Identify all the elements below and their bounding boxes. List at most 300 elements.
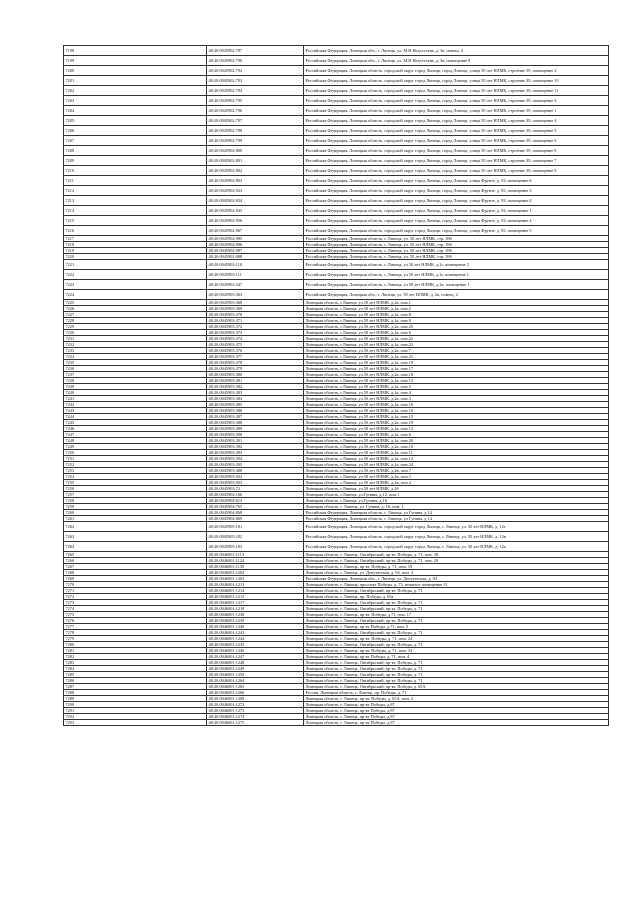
address-cell: Липецкая область, г. Липецк, Октябрьский, пр-кт. Победы, д. 71, пом. 20 [304,558,609,564]
address-cell: Липецкая область, г.Липецк, ул.50 лет НЛМК, д.2а, пом.9 [304,318,609,324]
row-number-cell: 7212 [64,186,207,196]
address-cell: Липецкая область, г. Липецк, Октябрьский, пр-кт. Победы, д. 71 [304,588,609,594]
row-number-cell: 7227 [64,312,207,318]
cadastral-number-cell: 48:20:0045903:394 [207,456,304,462]
address-cell: Липецкая область, г.Липецк, ул.50 лет НЛМК, д.2а, пом.3 [304,396,609,402]
cadastral-number-cell: 48:20:0045903:382 [207,384,304,390]
address-cell: Российская Федерация, Липецкая обл., г. Липецк, ул. М.И.Недостоева, д. 3в, помещение 8 [304,56,609,66]
cadastral-number-cell: 48:20:0046001:1272 [207,702,304,708]
cadastral-number-cell: 48:20:0046001:1268 [207,696,304,702]
address-cell: Липецкая область, г.Липецк, ул.50 лет НЛМК, д.2а, пом.13 [304,378,609,384]
table-row [64,46,609,56]
cadastral-number-cell: 48:20:0045903:368 [207,300,304,306]
address-cell: Российская Федерация, Липецкая область, городской округ город Липецк, город Липецк, улица 50 лет НЛМК, строение 39, помещение 2 [304,66,609,76]
cadastral-number-cell: 48:20:0045904:765 [207,504,304,510]
row-number-cell: 7230 [64,330,207,336]
row-number-cell: 7211 [64,176,207,186]
address-cell: Российская Федерация, Липецкая область, городской округ город Липецк, город Липецк, улица Фрунзе, д. 83, помещение 5 [304,226,609,236]
address-cell: Российская Федерация, Липецкая область, городской округ город Липецк, г. Липецк, ул. 50 лет НЛМК, д. 12а [304,542,609,552]
cadastral-number-cell: 48:20:0046001:1213 [207,582,304,588]
cadastral-number-cell: 48:20:0045903:380 [207,372,304,378]
row-number-cell: 7255 [64,480,207,486]
table-row [64,542,609,552]
cadastral-number-cell: 48:20:0046001:1215 [207,594,304,600]
address-cell: Российская Федерация, Липецкая область, городской округ город Липецк, город Липецк, улица Фрунзе, д. 83, помещение 3 [304,186,609,196]
cadastral-number-cell: 48:20:0046001:1240 [207,624,304,630]
address-cell: Липецкая область, г.Липецк, ул.50 лет НЛМК, д.2а, пом.23 [304,342,609,348]
row-number-cell: 7266 [64,558,207,564]
cadastral-number-cell: 48:20:0045903:372 [207,324,304,330]
address-cell: Российская Федерация, Липецкая область, г. Липецк, ул. 50 лет НЛМК, стр. 39б [304,242,609,248]
cadastral-number-cell: 48:20:0046001:1264 [207,678,304,684]
row-number-cell: 7277 [64,624,207,630]
row-number-cell: 7247 [64,432,207,438]
address-cell: Российская Федерация, Липецкая область, городской округ город Липецк, город Липецк, улица 50 лет НЛМК, строение 39, помещение 4 [304,116,609,126]
table-row [64,532,609,542]
row-number-cell: 7262 [64,522,207,532]
cadastral-number-cell: 48:20:0045903:110 [207,260,304,270]
cadastral-number-cell: 48:20:0045903:378 [207,360,304,366]
cadastral-number-cell: 48:20:0045903:391 [207,438,304,444]
table-row [64,196,609,206]
row-number-cell: 7223 [64,280,207,290]
row-number-cell: 7280 [64,642,207,648]
row-number-cell: 7203 [64,96,207,106]
cadastral-number-cell: 48:20:0045903:369 [207,306,304,312]
row-number-cell: 7232 [64,342,207,348]
address-cell: Липецкая область, г. Липецк, пр-кт Победы, д. 71, пом. 4 [304,654,609,660]
cadastral-number-cell: 48:20:0045903:377 [207,354,304,360]
row-number-cell: 7282 [64,654,207,660]
address-cell: Липецкая область, г.Липецк, ул.50 лет НЛМК, д.2а, пом.19 [304,420,609,426]
row-number-cell: 7288 [64,690,207,696]
row-number-cell: 7229 [64,324,207,330]
table-row [64,260,609,270]
table-row [64,206,609,216]
address-cell: Липецкая область, г. Липецк, пр-кт Победы, д.87 [304,720,609,726]
address-cell: Липецкая область, г.Липецк, ул.50 лет НЛМК, д.2а, пом.16 [304,402,609,408]
address-cell: Липецкая область, г.Липецк, ул.50 лет НЛМК, д.2а, пом.19 [304,360,609,366]
cadastral-number-cell: 48:20:0045902:803 [207,176,304,186]
cadastral-number-cell: 48:20:0045902:985 [207,236,304,242]
address-cell: Липецкая область, г.Липецк, ул.50 лет НЛМК, д.2а, пом.20 [304,438,609,444]
address-cell: Липецкая область, г. Липецк, Октябрьский, пр-кт. Победы, д. 71 [304,630,609,636]
cadastral-number-cell: 48:20:0046001:1248 [207,660,304,666]
row-number-cell: 7259 [64,504,207,510]
cadastral-number-cell: 48:20:0045903:488 [207,468,304,474]
cadastral-number-cell: 48:20:0045903:387 [207,414,304,420]
address-cell: Липецкая область, г. Липецк, Октябрьский, пр-кт. Победы, д. 71 [304,672,609,678]
address-cell: Липецкая область, г. Липецк, пр-кт. Победы, д. 71, пом. 24 [304,636,609,642]
address-cell: Российская Федерация, Липецкая область, городской округ город Липецк, город Липецк, улица 50 лет НЛМК, строение 39, помещение 8 [304,146,609,156]
table-row [64,96,609,106]
cadastral-number-cell: 48:20:0046001:1214 [207,588,304,594]
address-cell: Липецкая область, г.Липецк, ул.50 лет НЛМК, д.2б [304,486,609,492]
cadastral-number-cell: 48:20:0045905:182 [207,532,304,542]
cadastral-number-cell: 48:20:0045903:503 [207,480,304,486]
table-row [64,116,609,126]
table-row [64,86,609,96]
row-number-cell: 7210 [64,166,207,176]
table-row [64,66,609,76]
row-number-cell: 7222 [64,270,207,280]
address-cell: Российская Федерация, Липецкая обл., г. Липецк, ул. Депутатская, д. 94 [304,576,609,582]
cadastral-number-cell: 48:20:0045902:945 [207,206,304,216]
cadastral-number-cell: 48:20:0045902:797 [207,116,304,126]
cadastral-number-cell: 48:20:0045903:375 [207,342,304,348]
table-row [64,76,609,86]
address-cell: Липецкая область, г.Липецк, ул.50 лет НЛМК, д.2а, пом.25 [304,324,609,330]
cadastral-number-cell: 48:20:0045903:72 [207,486,304,492]
cadastral-number-cell: 48:20:0046001:1218 [207,606,304,612]
address-cell: Российская Федерация, Липецкая область, г. Липецк, ул 50 лет НЛМК, д.2г, помещение 2 [304,260,609,270]
row-number-cell: 7270 [64,582,207,588]
address-cell: Россия, Липецкая область, г. Липецк, пр. Победы, д. 71 [304,690,609,696]
cadastral-number-cell: 48:20:0045903:374 [207,336,304,342]
cadastral-number-cell: 48:20:0046001:1202 [207,570,304,576]
address-cell: Липецкая область, г.Липецк, ул.Гунина, д.16 [304,498,609,504]
address-cell: Липецкая область, г.Липецк, ул.50 лет НЛМК, д.2а, пом.14 [304,426,609,432]
cadastral-number-cell: 48:20:0046001:1274 [207,714,304,720]
row-number-cell: 7245 [64,420,207,426]
address-cell: Российская Федерация, Липецкая область, городской округ город Липецк, город Липецк, улица Фрунзе, д. 83, помещение 1 [304,206,609,216]
address-cell: Липецкая область, г.Липецк, ул.50 лет НЛМК, д.2в, пом.7 [304,468,609,474]
address-cell: Липецкая область, г. Липецк, Октябрьский, пр-кт. Победы, д. 71 [304,618,609,624]
row-number-cell: 7290 [64,702,207,708]
row-number-cell: 7246 [64,426,207,432]
address-cell: Российская Федерация, Липецкая область, городской округ город Липецк, город Липецк, улица Фрунзе, д. 83, помещение 2 [304,196,609,206]
address-cell: Липецкая область, г.Липецк, ул.50 лет НЛМК, д.2а, пом.21 [304,354,609,360]
cadastral-number-cell: 48:20:0045903:111 [207,270,304,280]
row-number-cell: 7261 [64,516,207,522]
address-cell: Российская Федерация, Липецкая область, городской округ город Липецк, город Липецк, улица 50 лет НЛМК, строение 39, помещение 6 [304,136,609,146]
cadastral-number-cell: 48:20:0046001:1135 [207,564,304,570]
row-number-cell: 7275 [64,612,207,618]
row-number-cell: 7285 [64,672,207,678]
address-cell: Липецкая область, г.Липецк, ул.50 лет НЛМК, д.2а, пом.5 [304,384,609,390]
table-row [64,146,609,156]
address-cell: Липецкая область, г. Липецк, ул. Депутатская, д. 94, пом. 3 [304,570,609,576]
row-number-cell: 7291 [64,708,207,714]
cadastral-number-cell: 48:20:0045903:379 [207,366,304,372]
row-number-cell: 7272 [64,594,207,600]
cadastral-number-cell: 48:20:0045903:381 [207,378,304,384]
cadastral-number-cell: 48:20:0045902:801 [207,156,304,166]
registry-table [63,45,609,726]
address-cell: Липецкая область, г.Липецк, ул.Гунина, д.12, пом.1 [304,492,609,498]
table-row [64,270,609,280]
address-cell: Липецкая область, г.Липецк, ул.50 лет НЛМК, д.2а, пом.1 [304,300,609,306]
row-number-cell: 7236 [64,366,207,372]
row-number-cell: 7209 [64,156,207,166]
address-cell: Российская Федерация, Липецкая область, г. Липецк, ул 50 лет НЛМК, д.2а, помещение 1 [304,280,609,290]
row-number-cell: 7256 [64,486,207,492]
address-cell: Липецкая область, г.Липецк, ул.50 лет НЛМК, д.2в, пом.2 [304,480,609,486]
address-cell: Липецкая область, г.Липецк, ул.50 лет НЛМК, д.2а, пом.6 [304,432,609,438]
cadastral-number-cell: 48:20:0045902:802 [207,166,304,176]
address-cell: Липецкая область, г. Липецк, пр-кт Победы, д.87 [304,708,609,714]
table-row [64,106,609,116]
cadastral-number-cell: 48:20:0046001:1247 [207,654,304,660]
cadastral-number-cell: 48:20:0046001:1246 [207,648,304,654]
row-number-cell: 7286 [64,678,207,684]
address-cell: Российская Федерация, Липецкая область, городской округ город Липецк, город Липецк, улица 50 лет НЛМК, строение 39, помещение 9 [304,166,609,176]
row-number-cell: 7257 [64,492,207,498]
cadastral-number-cell: 48:20:0045903:371 [207,318,304,324]
row-number-cell: 7224 [64,290,207,300]
cadastral-number-cell: 48:20:0045902:988 [207,254,304,260]
row-number-cell: 7217 [64,236,207,242]
row-number-cell: 7273 [64,600,207,606]
address-cell: Липецкая область, г.Липецк, ул.50 лет НЛМК, д.2а, пом.10 [304,444,609,450]
row-number-cell: 7268 [64,570,207,576]
address-cell: Липецкая область, г.Липецк, ул.50 лет НЛМК, д.2а, пом.2 [304,306,609,312]
row-number-cell: 7233 [64,348,207,354]
address-cell: Липецкая область, г.Липецк, ул.50 лет НЛМК, д.2а, пом.24 [304,462,609,468]
cadastral-number-cell: 48:20:0046001:1250 [207,672,304,678]
table-row [64,176,609,186]
cadastral-number-cell: 48:20:0045902:794 [207,86,304,96]
cadastral-number-cell: 48:20:0045905:183 [207,542,304,552]
cadastral-number-cell: 48:20:0045902:800 [207,146,304,156]
address-cell: Липецкая область, г.Липецк, ул.50 лет НЛМК, д.2а, пом.18 [304,372,609,378]
address-cell: Российская Федерация, Липецкая область, городской округ город Липецк, город Липецк, улица 50 лет НЛМК, строение 39, помещение 1 [304,106,609,116]
address-cell: Российская Федерация, Липецкая область, городской округ город Липецк, город Липецк, улица 50 лет НЛМК, строение 39, помещение 5 [304,126,609,136]
address-cell: Липецкая область, г. Липецк, пр-кт. Победы, д. 65А, пом. 2 [304,696,609,702]
cadastral-number-cell: 48:20:0046001:1273 [207,708,304,714]
address-cell: Липецкая область, г.Липецк, ул.50 лет НЛМК, д.2а, пом.10 [304,408,609,414]
cadastral-number-cell: 48:20:0046001:1275 [207,720,304,726]
address-cell: Российская Федерация, Липецкая обл., г. Липецк, ул. М.И.Недостоева, д. 3в, помещ. 4 [304,46,609,56]
address-cell: Российская Федерация, Липецкая область, г. Липецк, ул Гунина, д 14 [304,516,609,522]
address-cell: Российская Федерация, Липецкая область, городской округ город Липецк, город Липецк, улица 50 лет НЛМК, строение 39, помещение 7 [304,156,609,166]
cadastral-number-cell: 48:20:0045903:363 [207,290,304,300]
address-cell: Липецкая область, г. Липецк, Октябрьский, пр-кт. Победы, д. 71 [304,660,609,666]
cadastral-number-cell: 48:20:0045904:613 [207,498,304,504]
row-number-cell: 7284 [64,666,207,672]
address-cell: Липецкая область, г.Липецк, ул.50 лет НЛМК, д.2а, пом.4 [304,390,609,396]
address-cell: Российская Федерация, Липецкая обл., г. Липецк, ул. 50 лет НЛМК, д. 2в, помещ. 2 [304,290,609,300]
cadastral-number-cell: 48:20:0046001:1245 [207,642,304,648]
row-number-cell: 7292 [64,714,207,720]
address-cell: Липецкая область, г. Липецк, проспект Победы, д. 73, нежилое помещение 31 [304,582,609,588]
row-number-cell: 7231 [64,336,207,342]
address-cell: Российская Федерация, Липецкая область, городской округ город Липецк, г. Липецк, ул. 50 лет НЛМК, д. 12г [304,522,609,532]
table-row [64,522,609,532]
row-number-cell: 7213 [64,196,207,206]
address-cell: Липецкая область, г. Липецк, ул. Гунина, д. 16, пом. 1 [304,504,609,510]
row-number-cell: 7250 [64,450,207,456]
row-number-cell: 7293 [64,720,207,726]
table-row [64,216,609,226]
row-number-cell: 7263 [64,532,207,542]
row-number-cell: 7241 [64,396,207,402]
row-number-cell: 7234 [64,354,207,360]
row-number-cell: 7242 [64,402,207,408]
address-cell: Липецкая область, г. Липецк, Октябрьский, пр-кт. Победы, д. 71, пом. 38 [304,552,609,558]
cadastral-number-cell: 48:20:0045905:181 [207,522,304,532]
row-number-cell: 7267 [64,564,207,570]
row-number-cell: 7221 [64,260,207,270]
table-row [64,186,609,196]
address-cell: Липецкая область, г. Липецк, пр-кт. Победы, д. 71, пом. 19 [304,564,609,570]
table-row [64,56,609,66]
row-number-cell: 7207 [64,136,207,146]
address-cell: Российская Федерация, Липецкая область, г. Липецк, ул 50 лет НЛМК, д.2г, помещение 1 [304,270,609,280]
cadastral-number-cell: 48:20:0045903:393 [207,450,304,456]
row-number-cell: 7214 [64,206,207,216]
row-number-cell: 7249 [64,444,207,450]
row-number-cell: 7199 [64,56,207,66]
row-number-cell: 7289 [64,696,207,702]
address-cell: Липецкая область, г. Липецк, пр-кт Победы, д.87 [304,714,609,720]
row-number-cell: 7260 [64,510,207,516]
address-cell: Российская Федерация, Липецкая область, городской округ город Липецк, город Липецк, улица 50 лет НЛМК, строение 39, помещение 10 [304,76,609,86]
row-number-cell: 7228 [64,318,207,324]
table-row [64,290,609,300]
table-row [64,156,609,166]
address-cell: Липецкая область, г. Липецк, Октябрьский, пр-кт. Победы, д. 71 [304,666,609,672]
row-number-cell: 7200 [64,66,207,76]
cadastral-number-cell: 48:20:0045902:967 [207,226,304,236]
address-cell: Липецкая область, г. Липецк, Октябрьский, пр-кт. Победы, д. 65А [304,684,609,690]
address-cell: Липецкая область, г. Липецк, Октябрьский, пр-кт. Победы, д. 71 [304,678,609,684]
address-cell: Российская Федерация, Липецкая область, г. Липецк, ул. 50 лет НЛМК, стр. 39б [304,254,609,260]
address-cell: Липецкая область, г.Липецк, ул.50 лет НЛМК, д.2а, пом.15 [304,414,609,420]
row-number-cell: 7269 [64,576,207,582]
row-number-cell: 7239 [64,384,207,390]
cadastral-number-cell: 48:20:0045902:923 [207,186,304,196]
row-number-cell: 7258 [64,498,207,504]
cadastral-number-cell: 48:20:0045903:386 [207,408,304,414]
cadastral-number-cell: 48:20:0045903:502 [207,474,304,480]
row-number-cell: 7254 [64,474,207,480]
cadastral-number-cell: 48:20:0046001:1203 [207,576,304,582]
cadastral-number-cell: 48:20:0046001:1239 [207,618,304,624]
cadastral-number-cell: 48:20:0045903:392 [207,444,304,450]
cadastral-number-cell: 48:20:0046001:1217 [207,600,304,606]
table-row [64,720,609,726]
cadastral-number-cell: 48:20:0045903:370 [207,312,304,318]
cadastral-number-cell: 48:20:0045904:166 [207,492,304,498]
row-number-cell: 7278 [64,630,207,636]
row-number-cell: 7283 [64,660,207,666]
address-cell: Липецкая область, г.Липецк, ул.50 лет НЛМК, д.2а, пом.7 [304,348,609,354]
address-cell: Российская Федерация, Липецкая область, городской округ город Липецк, город Липецк, улица Фрунзе, д. 83, помещение 6 [304,176,609,186]
cadastral-number-cell: 48:20:0045902:796 [207,106,304,116]
address-cell: Липецкая область, г. Липецк, Октябрьский, пр-кт. Победы, д. 71 [304,600,609,606]
table-row [64,126,609,136]
cadastral-number-cell: 48:20:0045902:799 [207,136,304,146]
row-number-cell: 7208 [64,146,207,156]
address-cell: Липецкая область, г. Липецк, пр-кт Победы, д.71, пом. 5 [304,624,609,630]
address-cell: Липецкая область, г.Липецк, ул.50 лет НЛМК, д.2а, пом.8 [304,312,609,318]
cadastral-number-cell: 48:20:0046001:1244 [207,636,304,642]
row-number-cell: 7248 [64,438,207,444]
address-cell: Российская Федерация, Липецкая область, городской округ город Липецк, город Липецк, улица 50 лет НЛМК, строение 39, помещение 3 [304,96,609,106]
cadastral-number-cell: 48:20:0046001:1124 [207,558,304,564]
cadastral-number-cell: 48:20:0046001:1265 [207,684,304,690]
cadastral-number-cell: 48:20:0045903:388 [207,420,304,426]
table-row [64,226,609,236]
cadastral-number-cell: 48:20:0046001:1266 [207,690,304,696]
address-cell: Российская Федерация, Липецкая область, г. Липецк, ул. 50 лет НЛМК, стр. 39б [304,236,609,242]
registry-table-body [64,46,609,726]
row-number-cell: 7251 [64,456,207,462]
table-row [64,280,609,290]
address-cell: Российская Федерация, Липецкая область, г. Липецк, ул Гунина, д 14 [304,510,609,516]
row-number-cell: 7243 [64,408,207,414]
row-number-cell: 7253 [64,468,207,474]
cadastral-number-cell: 48:20:0045903:389 [207,426,304,432]
row-number-cell: 7198 [64,46,207,56]
cadastral-number-cell: 48:20:0045903:384 [207,396,304,402]
row-number-cell: 7271 [64,588,207,594]
address-cell: Липецкая область, г.Липецк, ул.50 лет НЛМК, д.2а, пом.22 [304,336,609,342]
row-number-cell: 7264 [64,542,207,552]
cadastral-number-cell: 48:20:0045902:787 [207,46,304,56]
cadastral-number-cell: 48:20:0046001:1238 [207,612,304,618]
row-number-cell: 7287 [64,684,207,690]
cadastral-number-cell: 48:20:0046001:1242 [207,630,304,636]
cadastral-number-cell: 48:20:0045902:793 [207,76,304,86]
address-cell: Липецкая область, г.Липецк, ул.50 лет НЛМК, д.2а, пом.6 [304,330,609,336]
row-number-cell: 7265 [64,552,207,558]
row-number-cell: 7201 [64,76,207,86]
cadastral-number-cell: 48:20:0045902:790 [207,56,304,66]
address-cell: Липецкая область, г.Липецк, ул.50 лет НЛМК, д.2а, пом.17 [304,366,609,372]
address-cell: Липецкая область, г. Липецк, Октябрьский, пр-кт. Победы, д. 71 [304,642,609,648]
row-number-cell: 7215 [64,216,207,226]
address-cell: Российская Федерация, Липецкая область, городской округ город Липецк, город Липецк, улица 50 лет НЛМК, строение 39, помещение 11 [304,86,609,96]
cadastral-number-cell: 48:20:0045902:956 [207,216,304,226]
cadastral-number-cell: 48:20:0045903:347 [207,280,304,290]
address-cell: Липецкая область, г. Липецк, пр. Победы, д. 65а [304,594,609,600]
address-cell: Российская Федерация, Липецкая область, городской округ город Липецк, г. Липецк, ул. 50 лет НЛМК, д. 12в [304,532,609,542]
address-cell: Липецкая область, г.Липецк, ул.50 лет НЛМК, д.2в, пом.1 [304,474,609,480]
row-number-cell: 7204 [64,106,207,116]
address-cell: Липецкая область, г.Липецк, ул.50 лет НЛМК, д.2а, пом.12 [304,456,609,462]
row-number-cell: 7206 [64,126,207,136]
table-row [64,136,609,146]
cadastral-number-cell: 48:20:0045902:792 [207,66,304,76]
cadastral-number-cell: 48:20:0045904:868 [207,510,304,516]
cadastral-number-cell: 48:20:0045903:385 [207,402,304,408]
cadastral-number-cell: 48:20:0045903:383 [207,390,304,396]
address-cell: Липецкая область, г. Липецк, Октябрьский, пр-кт. Победы, д. 71 [304,606,609,612]
cadastral-number-cell: 48:20:0045903:376 [207,348,304,354]
cadastral-number-cell: 48:20:0045902:987 [207,248,304,254]
row-number-cell: 7235 [64,360,207,366]
row-number-cell: 7244 [64,414,207,420]
address-cell: Российская Федерация, Липецкая область, городской округ город Липецк, город Липецк, улица Фрунзе, д. 83, помещение 4 [304,216,609,226]
cadastral-number-cell: 48:20:0045902:795 [207,96,304,106]
address-cell: Российская Федерация, Липецкая область, г. Липецк, ул. 50 лет НЛМК, стр. 39б [304,248,609,254]
cadastral-number-cell: 48:20:0046001:1113 [207,552,304,558]
row-number-cell: 7276 [64,618,207,624]
row-number-cell: 7274 [64,606,207,612]
row-number-cell: 7220 [64,254,207,260]
cadastral-number-cell: 48:20:0045903:390 [207,432,304,438]
row-number-cell: 7237 [64,372,207,378]
cadastral-number-cell: 48:20:0045903:373 [207,330,304,336]
row-number-cell: 7219 [64,248,207,254]
cadastral-number-cell: 48:20:0046001:1249 [207,666,304,672]
address-cell: Липецкая область, г. Липецк, пр-кт Победы, д.87 [304,702,609,708]
table-row [64,166,609,176]
cadastral-number-cell: 48:20:0045902:986 [207,242,304,248]
row-number-cell: 7202 [64,86,207,96]
